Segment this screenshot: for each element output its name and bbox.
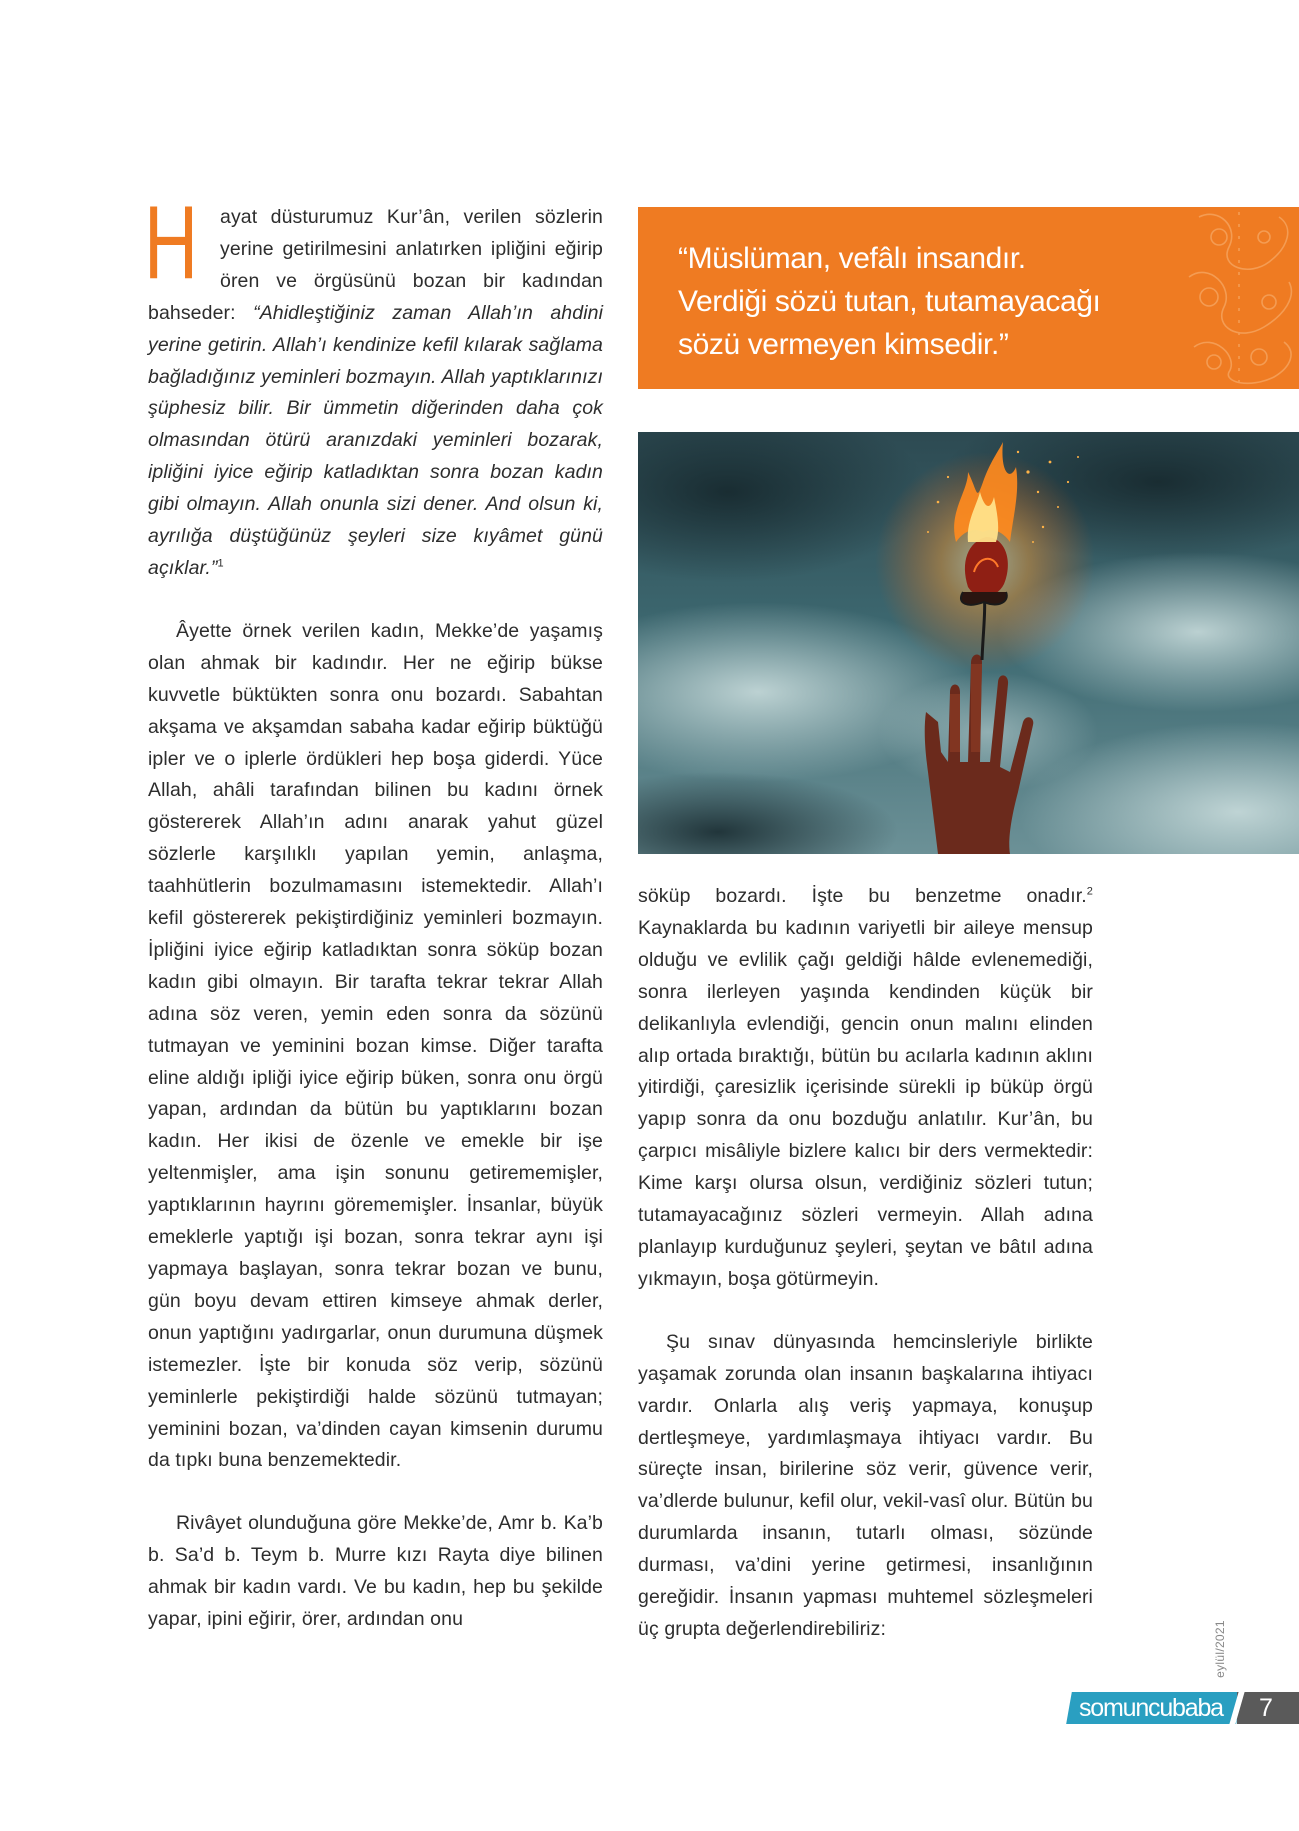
intro-paragraph bbox=[144, 185, 604, 585]
pull-quote-text: “Müslüman, vefâlı insandır. Verdiği sözü tutan, tutamayacağı sözü vermeyen kimsedir.” bbox=[678, 242, 1101, 361]
article-column-left bbox=[144, 185, 604, 1667]
issue-date-label bbox=[1213, 1622, 1233, 1682]
footer-brand-bar bbox=[1063, 1692, 1299, 1724]
page-number: 7 bbox=[1259, 1694, 1273, 1722]
continued-text-a: söküp bozardı. İşte bu benzetme onadır. bbox=[638, 885, 1087, 907]
continued-text-b: Kaynaklarda bu kadının variyetli bir aileye mensup olduğu ve evlilik çağı geldiği hâlde evlenemediği, sonra ilerleyen yaşında kendinden küçük bir delikanlıyla evlendiği, gencin onun malını elinden alıp ortada bıraktığı, bütün bu acılarla kadının aklını yitirdiği, çaresizlik içerisinde sürekli ip büküp örgü yapıp sonra da onu bozduğu anlatılır. Kur’ân, bu çarpıcı misâliyle bizlere kalıcı bir ders vermektedir: Kime karşı olursa olsun, verdiğiniz sözleri tutun; tutamayacağınız sözleri vermeyin. Allah adına planlayıp kurduğunuz şeyleri, şeytan ve bâtıl adına yıkmayın, boşa götürmeyin. bbox=[638, 916, 1093, 1290]
body-paragraph-3: Rivâyet olunduğuna göre Mekke’de, Amr b. Ka’b b. Sa’d b. Teym b. Murre kızı Rayta diye bilinen ahmak bir kadın vardı. Ve bu kadın, hep bu şekilde yapar, ipini eğirir, örer, ardından onu bbox=[148, 1512, 603, 1631]
issue-date-text: eylül/2021 bbox=[1212, 1620, 1227, 1678]
brand-logo bbox=[1066, 1692, 1242, 1724]
footnote-ref-2: 2 bbox=[1086, 885, 1093, 898]
body-paragraph-3-continued bbox=[638, 881, 1093, 1296]
body-paragraph-4: Şu sınav dünyasında hemcinsleriyle birlikte yaşamak zorunda olan insanın başkalarına ihtiyacı vardır. Onlarla alış veriş yapmaya, konuşup dertleşmeye, yardımlaşmaya ihtiyacı vardır. Bu süreçte insan, birilerine söz verir, güvence verir, va’dlerde bulunur, kefil olur, vekil-vasî olur. Bütün bu durumlarda insanın, tutarlı olması, sözünde durması, va’dini yerine getirmesi, insanlığının gereğidir. İnsanın yapması muhtemel sözleşmeleri üç grupta değerlendirebiliriz: bbox=[638, 1330, 1093, 1640]
burning-rose-hand-image bbox=[638, 432, 1299, 854]
drop-cap: H bbox=[144, 185, 199, 301]
intro-lead-text: ayat düsturumuz Kur’ân, verilen sözlerin yerine getirilmesini anlatırken ipliğini eğirip ören ve örgüsünü bozan bir kadından bahseder: bbox=[148, 206, 603, 324]
brand-name-text: somuncubaba bbox=[1079, 1694, 1223, 1722]
footnote-ref-1: 1 bbox=[217, 557, 224, 570]
photo-illustration bbox=[638, 432, 1299, 854]
verse-quote: “Ahidleştiğiniz zaman Allah’ın ahdini yerine getirin. Allah’ı kendinize kefil kılarak sağlama bağladığınız yeminleri bozmayın. Allah yaptıklarınızı şüphesiz bilir. Bir ümmetin diğerinden daha çok olmasından ötürü aranızdaki yeminleri bozarak, ipliğini iyice eğirip katladıktan sonra bozan kadın gibi olmayın. Allah onunla sizi dener. And olsun ki, ayrılığa düştüğünüz şeyleri size kıyâmet günü açıklar.” bbox=[148, 301, 604, 579]
body-paragraph-2: Âyette örnek verilen kadın, Mekke’de yaşamış olan ahmak bir kadındır. Her ne eğirip bükse kuvvetle büktükten sonra onu bozardı. Sabahtan akşama ve akşamdan sabaha kadar eğirip büktüğü ipler ve o iplerle ördükleri hep boşa giderdi. Yüce Allah, ahâli tarafından bilinen bu kadını örnek göstererek Allah’ın adını anarak yahut güzel sözlerle karşılıklı yapılan yemin, anlaşma, taahhütlerin bozulmamasını istemektedir. Allah’ı kefil göstererek pekiştirdiğiniz yeminleri bozmayın. İpliğini iyice eğirip katladıktan sonra söküp bozan kadın gibi olmayın. Bir tarafta tekrar tekrar Allah adına söz veren, yemin eden sonra da sözünü tutmayan ve yeminini bozan kimse. Diğer tarafta eline aldığı ipliği iyice eğirip büken, sonra onu örgü yapan, ardından da bütün bu yaptıklarını bozan kadın. Her ikisi de özenle ve emekle bir işe yeltenmişler, ama işin sonunu getirememişler, yaptıklarının hayrını görememişler. İnsanlar, büyük emeklerle yaptığı işi bozan, sonra tekrar aynı işi yapmaya başlayan, sonra tekrar bozan ve bunu, gün boyu devam ettiren kimseye ahmak derler, onun yaptığını yadırgarlar, onun durumuna düşmek istemezler. İşte bir konuda söz verip, sözünü yeminlerle pekiştirdiği halde sözünü tutmayan; yeminini bozan, va’dinden cayan kimsenin durumu da tıpkı buna benzemektedir. bbox=[148, 619, 603, 1472]
article-column-right bbox=[638, 881, 1093, 1677]
floral-ornament-icon bbox=[1179, 207, 1299, 389]
pull-quote-box bbox=[638, 207, 1299, 389]
